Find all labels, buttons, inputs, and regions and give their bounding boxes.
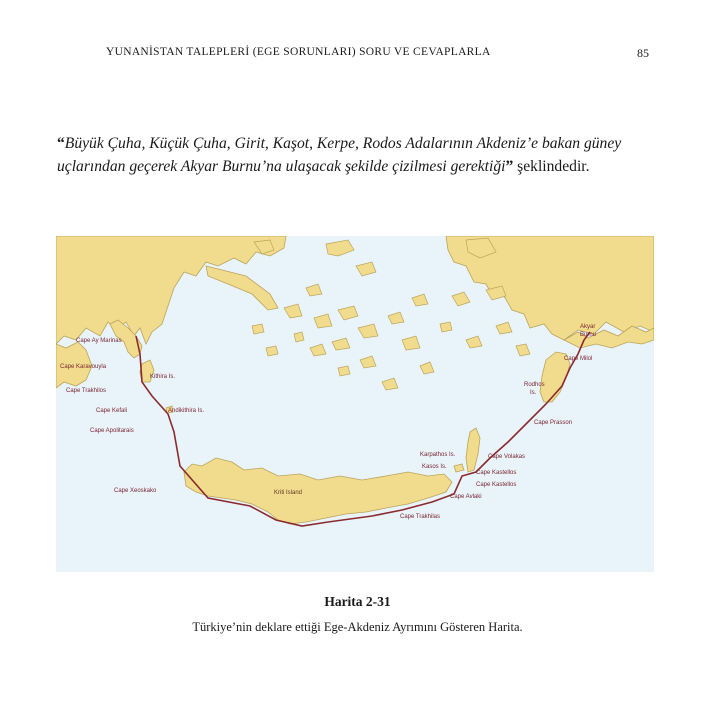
quote-tail-text: şeklindedir. bbox=[513, 158, 590, 175]
label-karpathos: Karpathos Is. bbox=[420, 452, 456, 458]
label-cape-kastellos-2: Cape Kastellos bbox=[476, 482, 517, 488]
label-rodhos-is: Is. bbox=[530, 390, 537, 396]
label-burnu: Burnu bbox=[580, 332, 597, 338]
label-cape-kastellos-1: Cape Kastellos bbox=[476, 470, 517, 476]
label-kasos: Kasos Is. bbox=[422, 464, 447, 470]
label-kriti-island: Kriti Island bbox=[274, 490, 303, 496]
label-cape-avlaki: Cape Avlaki bbox=[450, 494, 482, 500]
label-akyar: Akyar bbox=[580, 324, 596, 330]
page-header bbox=[0, 40, 715, 64]
open-quote-mark: “ bbox=[57, 135, 65, 152]
label-cape-xeoskako: Cape Xeoskako bbox=[114, 488, 157, 494]
figure-title: Harita 2-31 bbox=[324, 594, 391, 609]
running-title: YUNANİSTAN TALEPLERİ (EGE SORUNLARI) SORU VE CEVAPLARLA bbox=[106, 46, 491, 58]
label-cape-prasson: Cape Prasson bbox=[534, 420, 573, 426]
label-cape-apolitarais: Cape Apolitarais bbox=[90, 428, 134, 434]
label-cape-trakhilos: Cape Trakhilos bbox=[66, 388, 107, 394]
label-cape-trakhilas: Cape Trakhilas bbox=[400, 514, 441, 520]
label-cape-karavouyla: Cape Karavouyla bbox=[60, 364, 107, 370]
page-number: 85 bbox=[637, 46, 649, 60]
quote-paragraph bbox=[57, 132, 657, 178]
label-andikithira: Andikithira Is. bbox=[168, 408, 205, 414]
label-cape-volakas: Cape Volakas bbox=[488, 454, 526, 460]
figure-caption: Türkiye’nin deklare ettiği Ege-Akdeniz Ayrımını Gösteren Harita. bbox=[192, 620, 523, 634]
label-cape-ay-marinas: Cape Ay Marinas bbox=[76, 338, 122, 344]
label-rodhos: Rodhos bbox=[524, 382, 545, 388]
label-kithira: Kithira Is. bbox=[150, 374, 176, 380]
close-quote-mark: ” bbox=[505, 158, 514, 175]
map-figure bbox=[56, 236, 654, 572]
label-cape-milol: Cape Milol bbox=[564, 356, 593, 362]
label-cape-kefali: Cape Kefali bbox=[96, 408, 128, 414]
aegean-map bbox=[56, 236, 654, 572]
quote-italic-text: Büyük Çuha, Küçük Çuha, Girit, Kaşot, Kerpe, Rodos Adalarının Akdeniz’e bakan güney uçlarından geçerek Akyar Burnu’na ulaşacak şekilde çizilmesi gerektiği bbox=[57, 135, 622, 175]
